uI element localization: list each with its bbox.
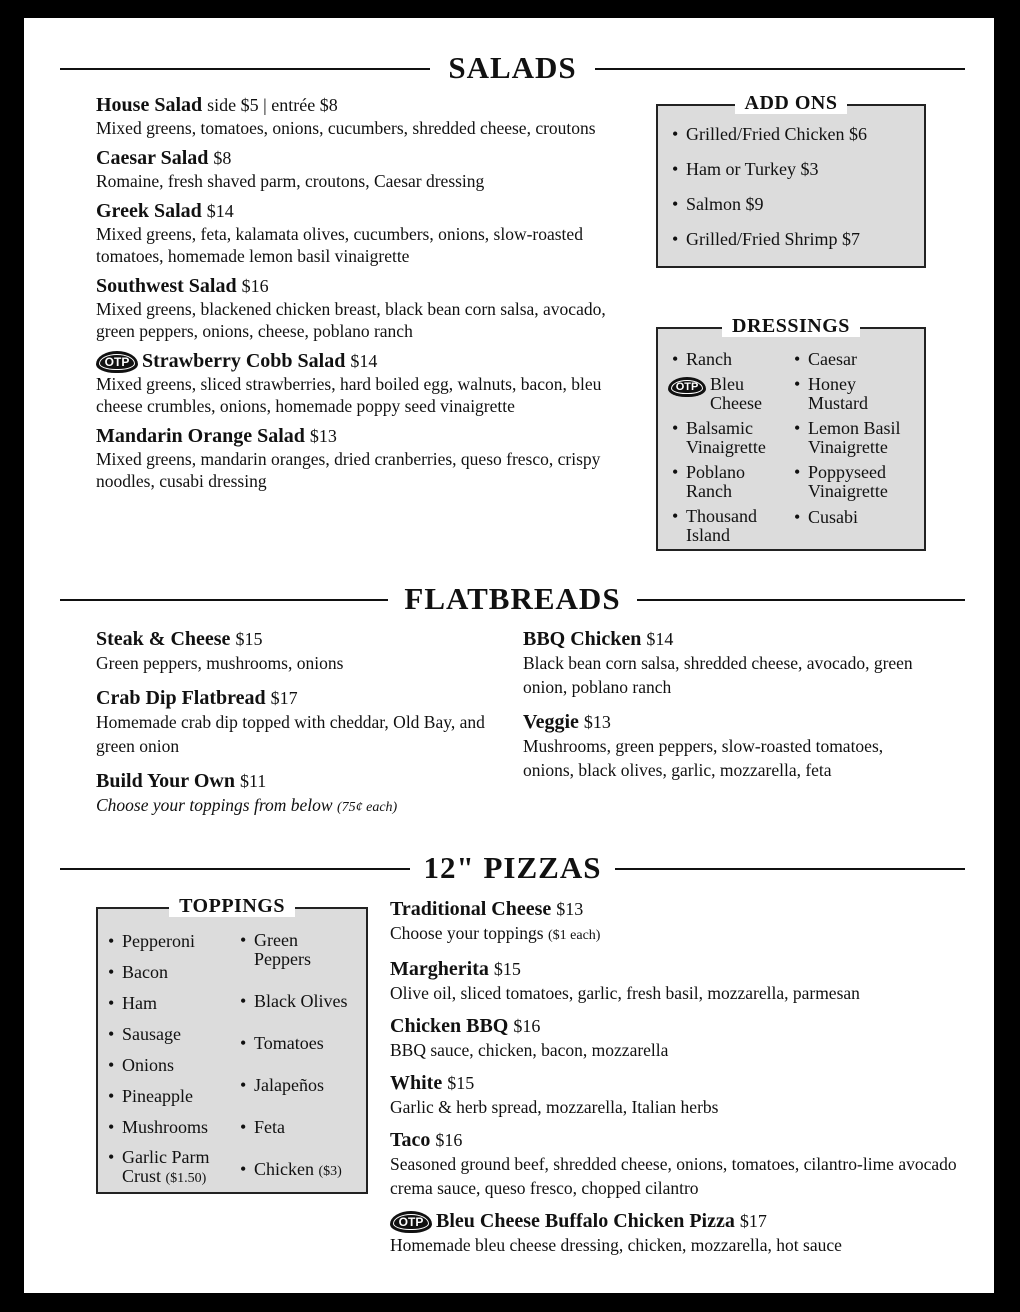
topping-item: • Mushrooms — [108, 1117, 236, 1137]
add-on-item: • Ham or Turkey $3 — [672, 159, 924, 179]
dressing-item: • OTP Bleu Cheese — [672, 375, 784, 413]
topping-item: • Bacon — [108, 962, 236, 982]
toppings-box — [96, 895, 368, 1194]
pizza-margherita: Margherita $15 Olive oil, sliced tomatoes, garlic, fresh basil, mozzarella, parmesan — [390, 958, 860, 1003]
flatbread-crab-dip: Crab Dip Flatbread $17 Homemade crab dip topped with cheddar, Old Bay, and green onion — [96, 687, 485, 756]
flatbread-steak-cheese: Steak & Cheese $15 Green peppers, mushrooms, onions — [96, 628, 344, 673]
topping-item: • Black Olives — [240, 991, 366, 1011]
salads-title: SALADS — [448, 50, 577, 85]
dressing-item: • Lemon Basil Vinaigrette — [794, 419, 918, 457]
salad-greek: Greek Salad $14 Mixed greens, feta, kalamata olives, cucumbers, onions, slow-roasted tomatoes, homemade lemon basil vinaigrette — [96, 200, 583, 266]
salad-house: House Salad side $5 | entrée $8 Mixed greens, tomatoes, onions, cucumbers, shredded cheese, croutons — [96, 94, 596, 138]
topping-item: • Tomatoes — [240, 1033, 366, 1053]
pizza-white: White $15 Garlic & herb spread, mozzarella, Italian herbs — [390, 1072, 719, 1117]
topping-item: • Onions — [108, 1055, 236, 1075]
pizza-taco: Taco $16 Seasoned ground beef, shredded cheese, onions, tomatoes, cilantro-lime avocado crema sauce, queso fresco, chopped cilantro — [390, 1129, 957, 1198]
topping-item: • Chicken ($3) — [240, 1159, 366, 1182]
dressing-item: • Poppyseed Vinaigrette — [794, 463, 918, 501]
dressing-item: • Balsamic Vinaigrette — [672, 419, 784, 457]
toppings-title: TOPPINGS — [169, 895, 295, 917]
dressing-item: • Honey Mustard — [794, 375, 918, 413]
otp-logo-icon: • OTP — [668, 377, 706, 397]
topping-item: • Pepperoni — [108, 931, 236, 951]
salad-strawberry-cobb: OTP Strawberry Cobb Salad $14 Mixed greens, sliced strawberries, hard boiled egg, walnuts, bacon, bleu cheese crumbles, onions, homemade poppy seed vinaigrette — [96, 350, 602, 417]
otp-logo-icon: OTP — [96, 351, 138, 373]
flatbread-veggie: Veggie $13 Mushrooms, green peppers, slow-roasted tomatoes, onions, black olives, garlic, mozzarella, feta — [523, 711, 884, 780]
add-on-item: • Grilled/Fried Shrimp $7 — [672, 229, 924, 249]
dressing-item: • Poblano Ranch — [672, 463, 784, 501]
dressings-box — [656, 315, 926, 551]
pizza-chicken-bbq: Chicken BBQ $16 BBQ sauce, chicken, bacon, mozzarella — [390, 1015, 669, 1060]
flatbreads-title: FLATBREADS — [404, 581, 621, 616]
pizzas-header — [60, 848, 965, 888]
dressings-left-list — [672, 349, 784, 545]
topping-item: • Feta — [240, 1117, 366, 1137]
topping-item: • Jalapeños — [240, 1075, 366, 1095]
topping-item: • Green Peppers — [240, 931, 320, 969]
add-on-item: • Grilled/Fried Chicken $6 — [672, 124, 924, 144]
add-ons-title: ADD ONS — [735, 92, 848, 114]
topping-item: • Sausage — [108, 1024, 236, 1044]
salad-caesar: Caesar Salad $8 Romaine, fresh shaved parm, croutons, Caesar dressing — [96, 147, 485, 191]
add-ons-box — [656, 92, 926, 268]
salad-southwest: Southwest Salad $16 Mixed greens, blackened chicken breast, black bean corn salsa, avocado, green peppers, onions, cheese, poblano ranch — [96, 275, 606, 341]
topping-item: • Pineapple — [108, 1086, 236, 1106]
salads-list — [96, 94, 616, 500]
topping-item: • Ham — [108, 993, 236, 1013]
flatbread-build-your-own: Build Your Own $11 Choose your toppings from below (75¢ each) — [96, 770, 398, 815]
pizza-bleu-cheese-buffalo: OTP Bleu Cheese Buffalo Chicken Pizza $17 Homemade bleu cheese dressing, chicken, mozzarella, hot sauce — [390, 1210, 842, 1256]
flatbread-bbq-chicken: BBQ Chicken $14 Black bean corn salsa, shredded cheese, avocado, green onion, poblano ranch — [523, 628, 913, 697]
flatbreads-header — [60, 579, 965, 619]
dressing-item: • Cusabi — [794, 507, 918, 527]
dressing-item: • Thousand Island — [672, 507, 784, 545]
salads-header — [60, 48, 965, 88]
flatbreads-right — [523, 628, 933, 790]
add-on-item: • Salmon $9 — [672, 194, 924, 214]
otp-logo-icon: OTP — [390, 1211, 432, 1233]
toppings-left-list — [108, 931, 236, 1188]
toppings-right-list — [240, 931, 366, 1182]
flatbreads-left — [96, 628, 496, 828]
dressings-title: DRESSINGS — [722, 315, 860, 337]
salad-mandarin-orange: Mandarin Orange Salad $13 Mixed greens, mandarin oranges, dried cranberries, queso fresco, crispy noodles, cusabi dressing — [96, 425, 601, 492]
pizza-traditional-cheese: Traditional Cheese $13 Choose your toppings ($1 each) — [390, 898, 601, 943]
menu-page — [24, 18, 994, 1293]
dressings-right-list — [794, 349, 918, 527]
dressing-item: • Ranch — [672, 349, 784, 369]
pizzas-title: 12" PIZZAS — [423, 850, 602, 885]
pizzas-list — [390, 898, 970, 1265]
topping-item: • Garlic Parm Crust ($1.50) — [108, 1148, 220, 1188]
dressing-item: • Caesar — [794, 349, 918, 369]
